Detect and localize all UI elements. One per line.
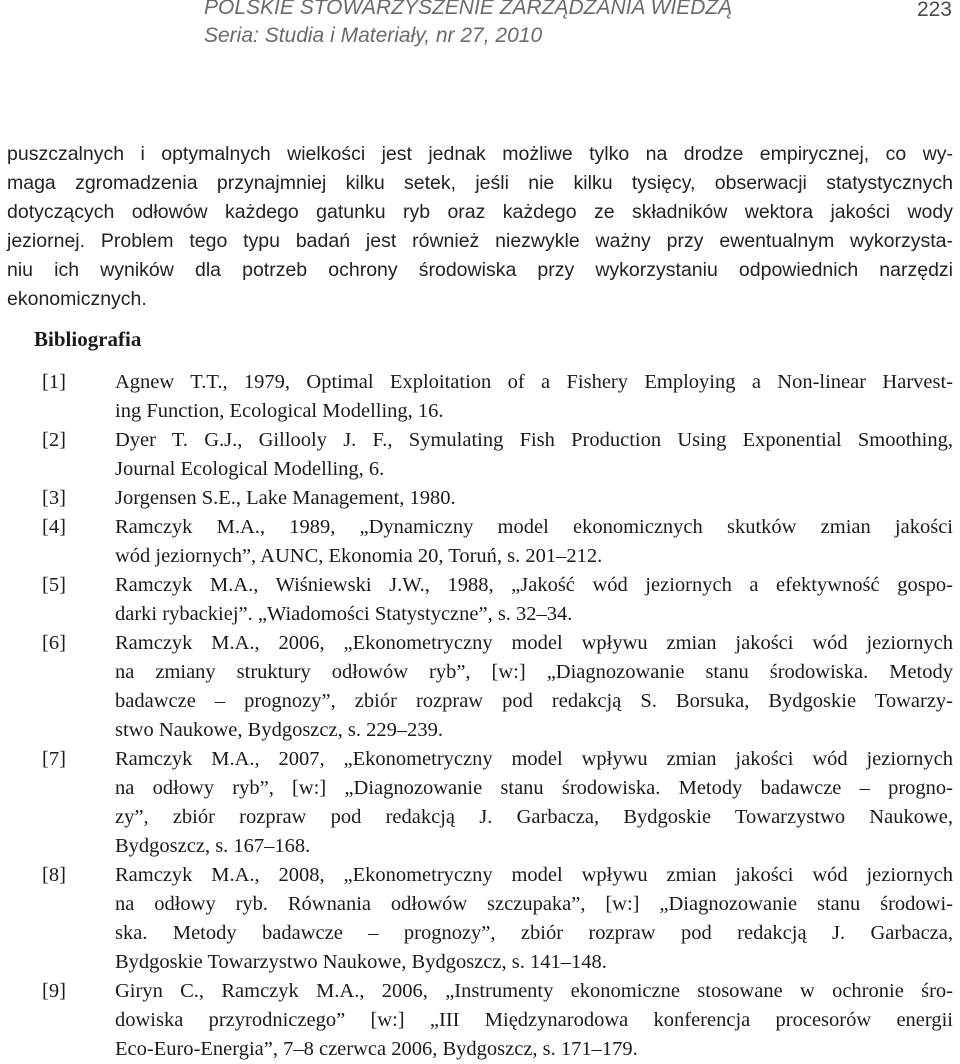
bibliography-entry-line: Bydgoskie Towarzystwo Naukowe, Bydgoszcz, s. 141–148. xyxy=(115,951,607,973)
bibliography-entry xyxy=(0,513,953,571)
bibliography-entry xyxy=(0,977,953,1064)
paragraph-line: puszczalnych i optymalnych wielkości jest jednak możliwe tylko na drodze empirycznej, co wy- xyxy=(7,143,953,165)
bibliography-entry-line: dowiska przyrodniczego” [w:] „III Międzynarodowa konferencja procesorów energii xyxy=(115,1009,953,1031)
bibliography-entry-number: [7] xyxy=(42,748,66,770)
bibliography-entry-number: [2] xyxy=(42,429,66,451)
bibliography-entry-line: na odłowy ryb. Równania odłowów szczupaka”, [w:] „Diagnozowanie stanu środowi- xyxy=(115,893,953,915)
bibliography-entry xyxy=(0,745,953,861)
bibliography-entry-line: Eco-Euro-Energia”, 7–8 czerwca 2006, Bydgoszcz, s. 171–179. xyxy=(115,1038,638,1060)
bibliography-entry-line: na odłowy ryb”, [w:] „Diagnozowanie stanu środowiska. Metody badawcze – progno- xyxy=(115,777,953,799)
header-series-info: Seria: Studia i Materiały, nr 27, 2010 xyxy=(204,24,543,47)
bibliography-entry-line: Ramczyk M.A., 2008, „Ekonometryczny model wpływu zmian jakości wód jeziornych xyxy=(115,864,953,886)
bibliography-entry-line: darki rybackiej”. „Wiadomości Statystyczne”, s. 32–34. xyxy=(115,603,573,625)
bibliography-entry-line: Ramczyk M.A., Wiśniewski J.W., 1988, „Jakość wód jeziornych a efektywność gospo- xyxy=(115,574,953,596)
running-header xyxy=(0,0,960,60)
bibliography-entry-line: Dyer T. G.J., Gillooly J. F., Symulating Fish Production Using Exponential Smoothing, xyxy=(115,429,953,451)
paragraph-line: dotyczących odłowów każdego gatunku ryb oraz każdego ze składników wektora jakości wody xyxy=(7,201,953,223)
bibliography-entry-line: Giryn C., Ramczyk M.A., 2006, „Instrumenty ekonomiczne stosowane w ochronie śro- xyxy=(115,980,953,1002)
paragraph-line: maga zgromadzenia przynajmniej kilku setek, jeśli nie kilku tysięcy, obserwacji statystycznych xyxy=(7,172,953,194)
bibliography-entry-line: badawcze – prognozy”, zbiór rozpraw pod redakcją S. Borsuka, Bydgoskie Towarzy- xyxy=(115,690,953,712)
bibliography-entry-line: Jorgensen S.E., Lake Management, 1980. xyxy=(115,487,456,509)
bibliography-entry-line: Ramczyk M.A., 2007, „Ekonometryczny model wpływu zmian jakości wód jeziornych xyxy=(115,748,953,770)
bibliography-entry-line: Ramczyk M.A., 2006, „Ekonometryczny model wpływu zmian jakości wód jeziornych xyxy=(115,632,953,654)
bibliography-entry xyxy=(0,484,953,513)
paragraph-line: jeziornej. Problem tego typu badań jest również niezwykle ważny przy ewentualnym wykorzysta- xyxy=(7,230,953,252)
bibliography-list xyxy=(0,368,960,1064)
bibliography-entry-line: Agnew T.T., 1979, Optimal Exploitation of a Fishery Employing a Non-linear Harvest- xyxy=(115,371,953,393)
bibliography-entry xyxy=(0,629,953,745)
bibliography-entry-number: [4] xyxy=(42,516,66,538)
bibliography-entry-number: [6] xyxy=(42,632,66,654)
body-paragraph xyxy=(7,140,953,314)
bibliography-entry-number: [3] xyxy=(42,487,66,509)
bibliography-heading: Bibliografia xyxy=(34,327,142,351)
bibliography-entry-line: wód jeziornych”, AUNC, Ekonomia 20, Toruń, s. 201–212. xyxy=(115,545,603,567)
bibliography-entry-line: ing Function, Ecological Modelling, 16. xyxy=(115,400,444,422)
bibliography-entry xyxy=(0,861,953,977)
page-number: 223 xyxy=(916,0,952,21)
bibliography-entry-number: [1] xyxy=(42,371,66,393)
bibliography-entry-line: Bydgoszcz, s. 167–168. xyxy=(115,835,311,857)
paragraph-line: niu ich wyników dla potrzeb ochrony środowiska przy wykorzystaniu odpowiednich narzędzi xyxy=(7,259,953,281)
bibliography-entry-line: zy”, zbiór rozpraw pod redakcją J. Garbacza, Bydgoskie Towarzystwo Naukowe, xyxy=(115,806,953,828)
bibliography-entry-number: [5] xyxy=(42,574,66,596)
bibliography-entry-line: Ramczyk M.A., 1989, „Dynamiczny model ekonomicznych skutków zmian jakości xyxy=(115,516,953,538)
header-association-name: POLSKIE STOWARZYSZENIE ZARZĄDZANIA WIEDZĄ xyxy=(204,0,733,19)
bibliography-entry-number: [9] xyxy=(42,980,66,1002)
bibliography-entry-line: na zmiany struktury odłowów ryb”, [w:] „Diagnozowanie stanu środowiska. Metody xyxy=(115,661,953,683)
bibliography-entry-line: stwo Naukowe, Bydgoszcz, s. 229–239. xyxy=(115,719,443,741)
bibliography-entry xyxy=(0,368,953,426)
bibliography-entry xyxy=(0,571,953,629)
bibliography-entry-line: ska. Metody badawcze – prognozy”, zbiór rozpraw pod redakcją J. Garbacza, xyxy=(115,922,953,944)
paragraph-line: ekonomicznych. xyxy=(7,288,147,310)
bibliography-entry-line: Journal Ecological Modelling, 6. xyxy=(115,458,385,480)
bibliography-entry xyxy=(0,426,953,484)
bibliography-entry-number: [8] xyxy=(42,864,66,886)
